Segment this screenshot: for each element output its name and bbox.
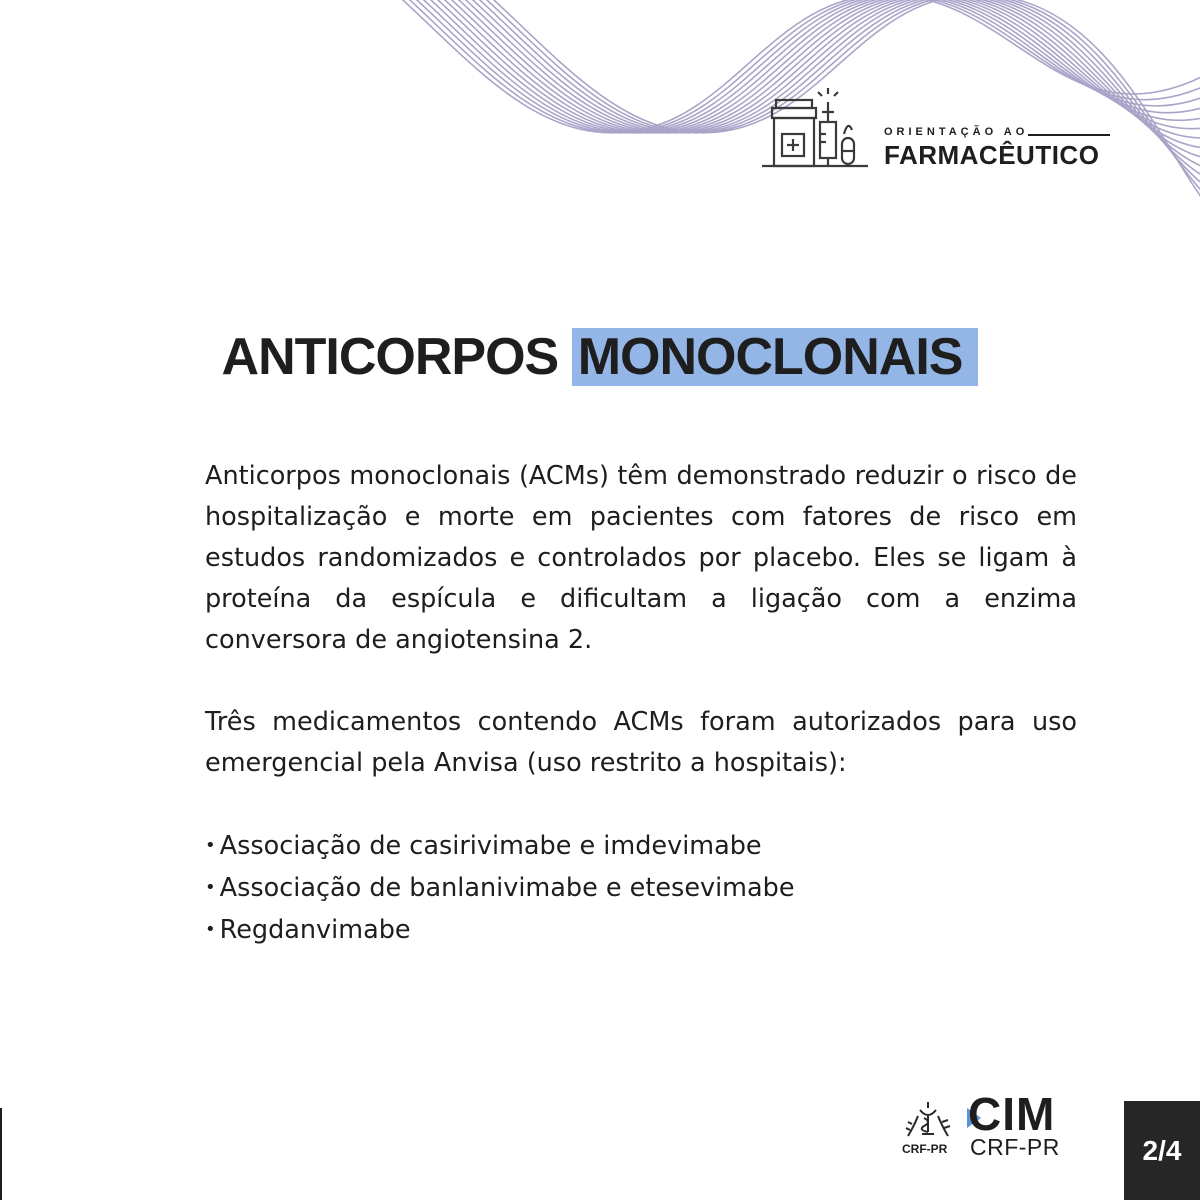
pharmacy-bottles-syringe-icon [760, 82, 870, 170]
crf-pr-label: CRF-PR [902, 1142, 948, 1156]
article-body [205, 456, 1077, 951]
list-item [205, 909, 1077, 951]
title-part-1: ANTICORPOS [221, 328, 559, 386]
list-item-text: Associação de casirivimabe e imdevimabe [219, 831, 762, 861]
logo-subtitle: ORIENTAÇÃO AO [884, 126, 1029, 138]
medication-list [205, 825, 1077, 951]
list-item [205, 867, 1077, 909]
bullet-icon: • [205, 877, 216, 898]
list-item-text: Regdanvimabe [219, 915, 411, 945]
title-part-2-highlighted: MONOCLONAIS [572, 328, 979, 386]
bullet-icon: • [205, 835, 216, 856]
logo-rule [1028, 134, 1110, 136]
left-edge-line [0, 1108, 2, 1200]
paragraph-1: Anticorpos monoclonais (ACMs) têm demonstrado reduzir o risco de hospitalização e morte em pacientes com fatores de risco em estudos randomizados e controlados por placebo. Eles se ligam à proteína da espícula e dificultam a ligação com a enzima conversora de angiotensina 2. [205, 461, 1077, 655]
cim-logo-subtext: CRF-PR [970, 1134, 1060, 1160]
cim-logo-text: CIM [968, 1088, 1056, 1140]
paragraph-2: Três medicamentos contendo ACMs foram autorizados para uso emergencial pela Anvisa (uso restrito a hospitais): [205, 707, 1077, 778]
list-item-text: Associação de banlanivimabe e etesevimabe [219, 873, 795, 903]
bullet-icon: • [205, 919, 216, 940]
logo-title: FARMACÊUTICO [884, 140, 1100, 170]
list-item [205, 825, 1077, 867]
page-indicator: 2/4 [1124, 1101, 1200, 1200]
orientacao-farmaceutico-logo [760, 82, 1120, 172]
page-title [0, 322, 1200, 392]
